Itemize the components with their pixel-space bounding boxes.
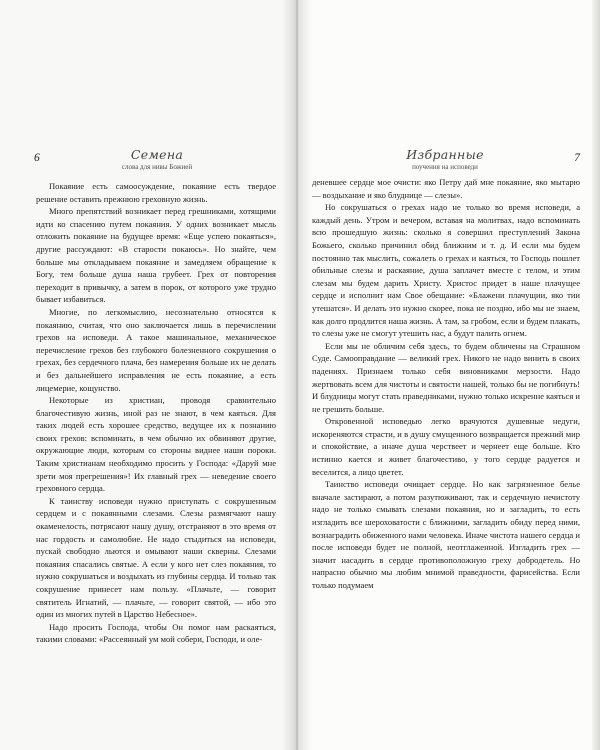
left-body-text [36, 180, 276, 646]
right-page [296, 0, 600, 750]
paragraph: Многие, по легкомыслию, несознательно относятся к покаянию, считая, что оно заключается лишь в перечислении грехов на исповеди. А такое машинальное, механическое перечисление грехов без глубокого болезненного сокрушения о грехах, без сердечного плача, без намерения больше их не делать и без дальнейшего исправления не есть покаяние, а есть лицемерие, кощунство. [36, 306, 276, 393]
right-running-title-block [310, 148, 580, 172]
right-page-number: 7 [574, 152, 580, 164]
book-gutter-shadow [282, 0, 312, 750]
paragraph: Таинство исповеди очищает сердце. Но как загрязненное белье вначале застирают, а потом разутюживают, так и сердечную нечистоту надо не только смывать слезами покаяния, но и загладить, то есть изгладить все шероховатости с ближними, загладить обиду перед ними, вознаградить обиженного нами человека. Иначе чистота нашего сердца и после исповеди будет не полной, неотглаженной. Изгладить грех — значит насадить в сердце противоположную греху добродетель. Но напрасно обычно мы любим мнимой праведности, фарисейства. Если только подумаем [312, 479, 580, 590]
left-page-number: 6 [34, 152, 40, 164]
left-running-title-block [34, 148, 280, 172]
paragraph: Надо просить Господа, чтобы Он помог нам раскаяться, такими словами: «Рассеянный ум мой собери, Господи, и оле- [36, 621, 276, 645]
left-page [0, 0, 296, 750]
left-running-subtitle: слова для нивы Божией [121, 163, 193, 171]
page-edge [592, 0, 600, 750]
paragraph: К таинству исповеди нужно приступать с сокрушенным сердцем и с покаянными слезами. Слезы размягчают нашу окаменелость, потрясают нашу душу, отстраняют в это время от нас гордость и самолюбие. Не надо стыдиться на исповеди, пускай свободно льются и омывают наши скверны. Слезами покаяния спасались святые. А если у кого нет слез покаяния, то нужно сокрушаться и воздыхать из глубины сердца. И только так сокрушение принесет нам пользу. «Плачьте, — говорит святитель Игнатий, — плачьте, — говорит святой, — ибо это один из многих путей в Царство Небесное». [36, 495, 276, 620]
right-body-text [312, 176, 580, 592]
paragraph: деневшее сердце мое очисти: яко Петру дай мне покаяние, яко мытарю — воздыхание и яко блуднице — слезы». [312, 177, 580, 200]
paragraph: Покаяние есть самоосуждение, покаяние есть твердое решение оставить прежнюю греховную жизнь. [36, 181, 276, 204]
left-running-title: Семена [130, 147, 184, 162]
right-running-subtitle: поучения на исповеди [412, 163, 478, 171]
right-running-title: Избранные [406, 147, 484, 162]
paragraph: Откровенной исповедью легко врачуются душевные недуги, искореняются страсти, и в душу смущенного возвращается прежний мир и спокойствие, а иначе душа черствеет и чернеет еще больше. Кто истинно кается и живет благочестиво, у того сердце радуется и веселится, а лицо цветет. [312, 416, 580, 477]
paragraph: Некоторые из христиан, проводя сравнительно благочестивую жизнь, иной раз не знают, в чем каяться. Для таких людей есть хорошее средство, ведущее их к познанию своих грехов: вспоминать, в чем обычно их обвиняют другие, окружающие люди, которым со стороны виднее наши пороки. Таким христианам необходимо просить у Господа: «Даруй мне зрети моя прегрешения»! Их главный грех — неведение своего греховного сердца. [36, 395, 276, 494]
paragraph: Много препятствий возникает перед грешниками, хотящими идти ко спасению путем покаяния. У одних возникает мысль отложить покаяние на будущее время: «Еще успею покаяться», другие рассуждают: «В старости покаюсь». Но знайте, чем больше мы откладываем покаяние и замедляем обращение к Богу, тем больше душа наша грубеет. Грех от повторения переходит в привычку, а затем в порок, от которого уже трудно бывает избавиться. [36, 206, 276, 305]
paragraph: Но сокрушаться о грехах надо не только во время исповеди, а каждый день. Утром и вечером, вставая на молитвах, надо вспоминать всю прошедшую жизнь: сколько я совершил преступлений Закона Божьего, сколько причинил обид ближним и т. д. И если мы будем постоянно так мыслить, сожалеть о грехах и каяться, то Господь пошлет обильные слезы и раскаяние, душа заплачет вместе с телом, и этим слезам мы будем дарить Христу. Христос придет в наше плачущее сердце и исполнит нам Свое обещание: «Блажени плачущии, яко тии утешатся». И делать это нужно скорее, пока не поздно, ибо мы не знаем, как долго продлится наша жизнь. А там, за гробом, если и будем плакать, то слезы уже не смогут утешить нас, а будут палить огнем. [312, 202, 580, 339]
paragraph: Если мы не обличим себя здесь, то будем обличены на Страшном Суде. Самооправдание — великий грех. Никого не надо винить в своих падениях. Признаем только себя виновниками мерзости. Надо жертвовать всем для чистоты и святости нашей, только бы не погибнуть! И блудницы могут стать праведниками, нужно только искренне каяться и не грешить больше. [312, 340, 580, 414]
